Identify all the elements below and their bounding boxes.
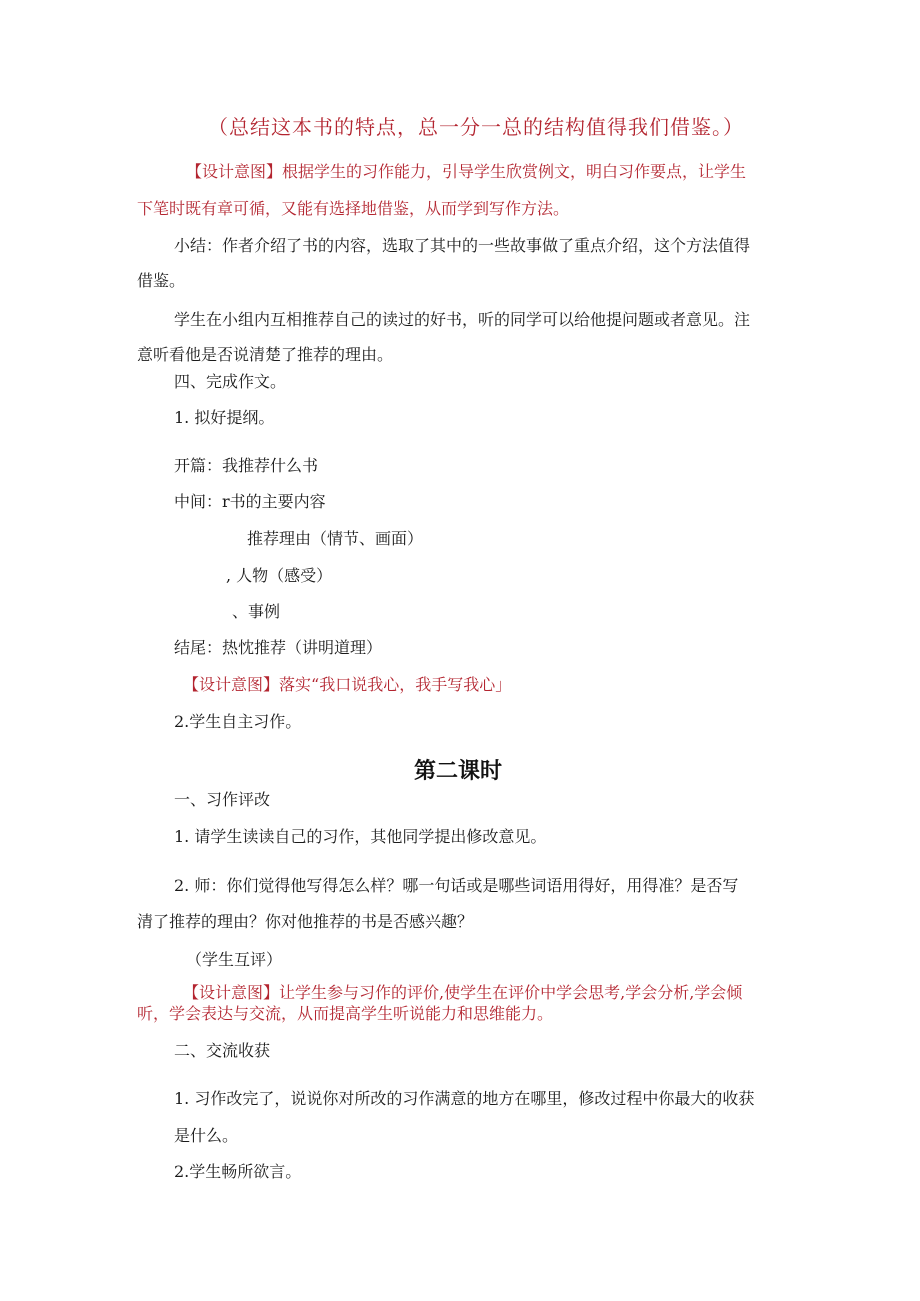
outline-characters: , 人物（感受） bbox=[226, 566, 333, 585]
design-intent-2 bbox=[183, 675, 511, 695]
step-write: 2.学生自主习作。 bbox=[174, 712, 302, 731]
section-two-heading: 二、交流收获 bbox=[174, 1041, 271, 1060]
step-read: 1. 请学生读读自己的习作，其他同学提出修改意见。 bbox=[174, 827, 547, 846]
design-intent-3-label: 【设计意图】 bbox=[183, 983, 280, 1002]
outline-middle: 中间：r书的主要内容 bbox=[174, 492, 326, 511]
teacher-question-line1: 2. 师：你们觉得他写得怎么样？哪一句话或是哪些词语用得好，用得准？是否写 bbox=[174, 876, 739, 895]
design-intent-2-label: 【设计意图】 bbox=[183, 675, 280, 694]
step-reflect-line1: 1. 习作改完了，说说你对所改的习作满意的地方在哪里，修改过程中你最大的收获 bbox=[174, 1089, 755, 1108]
teacher-question-line2: 清了推荐的理由？你对他推荐的书是否感兴趣？ bbox=[137, 912, 474, 931]
group-paragraph-line1: 学生在小组内互相推荐自己的读过的好书，听的同学可以给他提问题或者意见。注 bbox=[174, 310, 751, 329]
outline-examples: 、事例 bbox=[232, 602, 281, 621]
step-outline: 1. 拟好提纲。 bbox=[174, 408, 275, 427]
design-intent-3-text: 让学生参与习作的评价,使学生在评价中学会思考,学会分析,学会倾 bbox=[279, 983, 743, 1002]
outline-reason: 推荐理由（情节、画面） bbox=[247, 529, 424, 548]
design-intent-1-line2: 下笔时既有章可循，又能有选择地借鉴，从而学到写作方法。 bbox=[137, 199, 570, 218]
design-intent-1-text: 根据学生的习作能力，引导学生欣赏例文，明白习作要点，让学生 bbox=[282, 162, 747, 181]
section-four-heading: 四、完成作文。 bbox=[174, 372, 287, 391]
group-paragraph-line2: 意听看他是否说清楚了推荐的理由。 bbox=[137, 345, 394, 364]
step-reflect-line2: 是什么。 bbox=[174, 1126, 239, 1145]
design-intent-2-text: 落实“我口说我心，我手写我心」 bbox=[279, 675, 512, 694]
step-share: 2.学生畅所欲言。 bbox=[174, 1162, 302, 1181]
design-intent-1-label: 【设计意图】 bbox=[186, 162, 283, 181]
lesson-two-title: 第二课时 bbox=[414, 759, 503, 784]
section-one-heading: 一、习作评改 bbox=[174, 790, 271, 809]
design-intent-1-line1 bbox=[186, 162, 746, 182]
summary-paragraph-line2: 借鉴。 bbox=[137, 271, 186, 290]
summary-note: （总结这本书的特点，总一分一总的结构值得我们借鉴。） bbox=[208, 115, 744, 139]
design-intent-3-line1 bbox=[183, 983, 742, 1003]
design-intent-3-line2: 听，学会表达与交流，从而提高学生听说能力和思维能力。 bbox=[137, 1004, 554, 1023]
outline-opening: 开篇：我推荐什么书 bbox=[174, 456, 319, 475]
outline-ending: 结尾：热忱推荐（讲明道理） bbox=[174, 638, 383, 657]
peer-review: （学生互评） bbox=[186, 950, 283, 969]
summary-paragraph-line1: 小结：作者介绍了书的内容，选取了其中的一些故事做了重点介绍，这个方法值得 bbox=[174, 236, 751, 255]
